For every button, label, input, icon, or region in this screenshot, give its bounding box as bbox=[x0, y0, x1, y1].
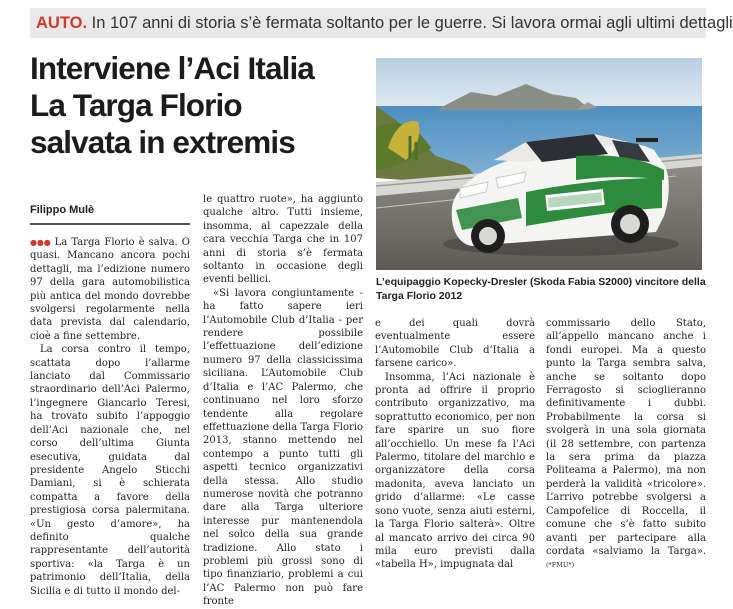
byline-divider bbox=[30, 223, 190, 225]
column-1-paragraph-1: La Targa Florio è salva. O quasi. Mancano ancora pochi dettagli, ma l’edizione numero 97 della gara automobilistica più antica del mondo dovrebbe svolgersi regolarmente nella data prevista dal calendario, cioè a fine settembre. bbox=[30, 237, 190, 342]
article-column-2 bbox=[203, 193, 363, 608]
headline-line-1: Interviene l’Aci Italia bbox=[30, 50, 314, 86]
section-tag: AUTO. bbox=[36, 14, 88, 32]
column-3-paragraph-2: Insomma, l’Aci nazionale è pronta ad offrire il proprio contributo organizzativo, ma soprattutto economico, per non fare sparire un suo fiore all’occhiello. Un mese fa l’Aci Palermo, titolare del marchio e organizzatore della corsa madonita, aveva lanciato un grido d’allarme: «Le casse sono vuote, senza aiuti esterni, la Targa Florio salterà». Oltre al mancato arrivo dei circa 90 mila euro previsti dalla «tabella H», impugnata dal bbox=[375, 371, 535, 571]
author-signature: (*FMU*) bbox=[546, 561, 575, 570]
bullet-dots-icon: ●●● bbox=[30, 238, 51, 247]
author-byline: Filippo Mulè bbox=[30, 204, 95, 216]
column-2-paragraph-2: «Si lavora congiuntamente - ha fatto sapere ieri l’Automobile Club d’Italia - per rendere possibile l’effettuazione dell’edizione numero 97 della classicissima siciliana. L’Automobile Club d’Italia e l’AC Palermo, che continuano nel loro sforzo tendente alla regolare effettuazione della Targa Florio 2013, stanno mettendo nel contempo a punto tutti gli aspetti tecnico organizzativi della stessa. Allo studio numerose novità che potranno dare alla Targa ulteriore interesse pur mantenendola nel solco della sua grande tradizione. Allo stato i problemi più grossi sono di tipo finanziario, problemi a cui l’AC Palermo non può fare fronte bbox=[203, 287, 363, 608]
column-2-paragraph-1: le quattro ruote», ha aggiunto qualche altro. Tutti insieme, insomma, al capezzale della cara vecchia Targa che in 107 anni di storia s’è fermata soltanto in occasione degli eventi bellici. bbox=[203, 194, 363, 286]
photo-caption: L’equipaggio Kopecky-Dresler (Skoda Fabia S2000) vincitore della Targa Florio 2012 bbox=[376, 276, 706, 302]
headline bbox=[30, 50, 368, 161]
headline-line-2: La Targa Florio bbox=[30, 87, 242, 123]
article-column-1 bbox=[30, 236, 190, 597]
column-4-paragraph-1: commissario dello Stato, all’appello mancano anche i fondi europei. Ma a questo punto la Targa sembra salva, anche se soltanto dopo Ferragosto si scioglieranno definitivamente i dubbi. Probabilmente la corsa si svolgerà in una sola giornata (il 28 settembre, con partenza la sera prima da piazza Politeama a Palermo), ma non perderà la validità «tricolore». L’arrivo potrebbe svolgersi a Campofelice di Roccella, il comune che s’è fatto subito avanti per partecipare alla cordata «salviamo la Targa». bbox=[546, 318, 706, 557]
column-3-paragraph-1: e dei quali dovrà eventualmente essere l’Automobile Club d’Italia a farsene carico». bbox=[375, 318, 535, 370]
kicker-bar bbox=[30, 8, 733, 38]
headline-line-3: salvata in extremis bbox=[30, 124, 295, 160]
rally-car-photo-image bbox=[376, 58, 702, 270]
column-1-paragraph-2: La corsa contro il tempo, scattata dopo l’allarme lanciato dal Commissario straordinario dell’Aci Palermo, l’ingegnere Giancarlo Teresi, ha trovato subito l’appoggio dell’Aci nazionale che, nel corso dell’ultima Giunta esecutiva, guidata dal presidente Angelo Sticchi Damiani, si è schierata compatta a favore della prestigiosa corsa palermitana. «Un gesto d’amore», ha definito qualche rappresentante dell’autorità sportiva: «la Targa è un patrimonio dell’Italia, della Sicilia e di tutto il mondo del- bbox=[30, 344, 190, 597]
article-column-4 bbox=[546, 317, 706, 570]
article-column-3 bbox=[375, 317, 535, 571]
rally-car-photo bbox=[376, 58, 702, 270]
kicker-text: In 107 anni di storia s’è fermata soltanto per le guerre. Si lavora ormai agli ultimi dettagli bbox=[91, 14, 733, 32]
